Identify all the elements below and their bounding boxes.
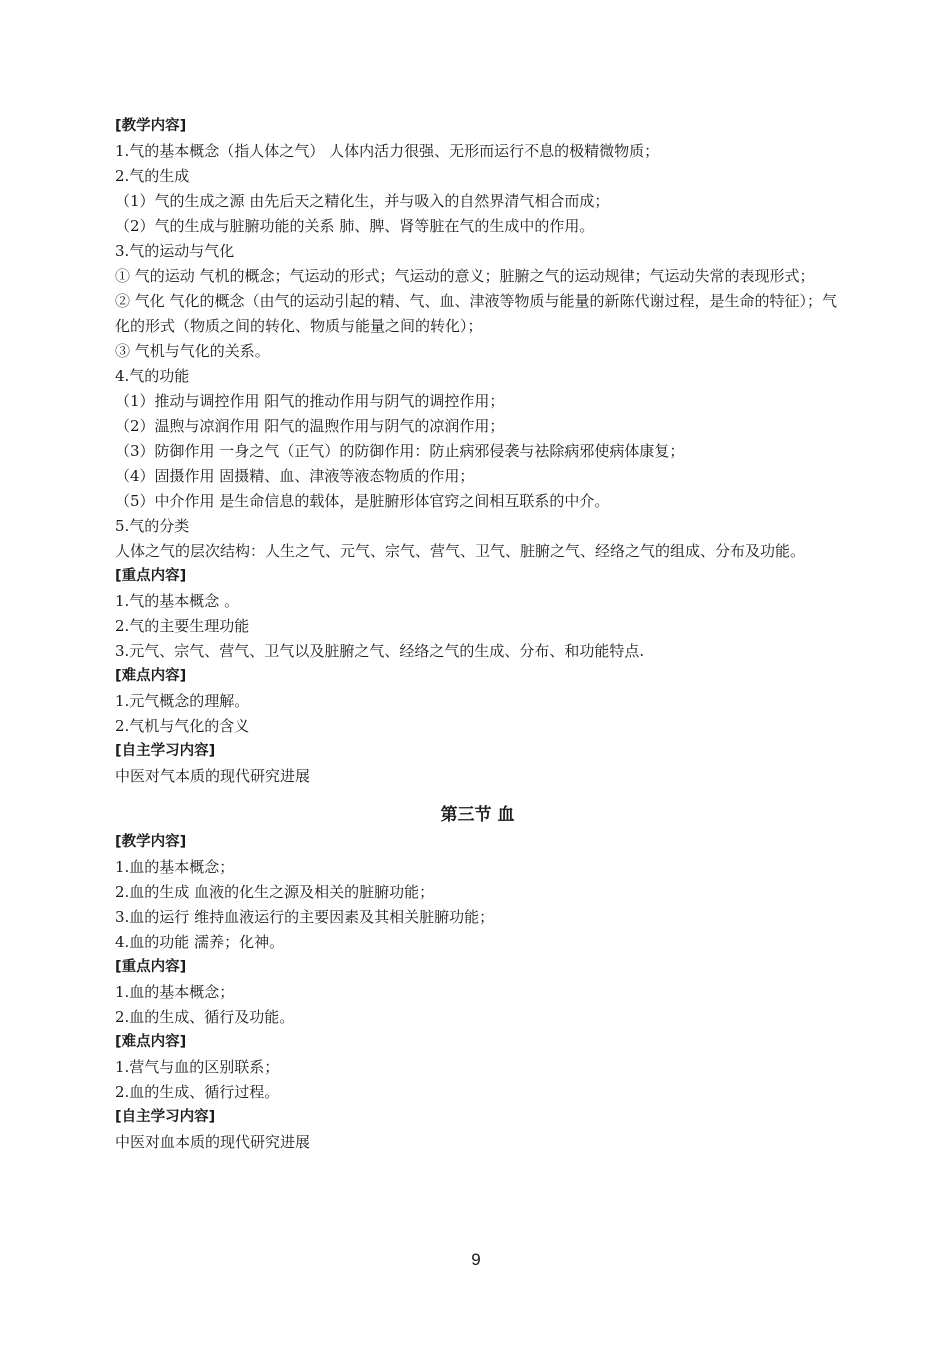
page-number: 9 bbox=[471, 1250, 481, 1269]
text-line: 1.血的基本概念； bbox=[115, 983, 235, 1001]
text-line: 人体之气的层次结构：人生之气、元气、宗气、营气、卫气、脏腑之气、经络之气的组成、分布及功能。 bbox=[115, 542, 806, 560]
text-line: 2.血的生成、循行过程。 bbox=[115, 1083, 280, 1101]
text-line: （2）气的生成与脏腑功能的关系 肺、脾、肾等脏在气的生成中的作用。 bbox=[115, 217, 595, 235]
text-line: ① 气的运动 气机的概念；气运动的形式；气运动的意义；脏腑之气的运动规律；气运动失常的表现形式； bbox=[115, 267, 815, 285]
text-line: 1.营气与血的区别联系； bbox=[115, 1058, 280, 1076]
text-line: （2）温煦与凉润作用 阳气的温煦作用与阴气的凉润作用； bbox=[115, 417, 505, 435]
text-line: 3.血的运行 维持血液运行的主要因素及其相关脏腑功能； bbox=[115, 908, 495, 926]
text-line: 中医对血本质的现代研究进展 bbox=[115, 1133, 311, 1151]
text-line: 1.元气概念的理解。 bbox=[115, 692, 250, 710]
section-blood bbox=[115, 830, 840, 1155]
subsection-heading: [难点内容] bbox=[115, 1034, 187, 1050]
section-title: 第三节 血 bbox=[440, 805, 515, 825]
text-line: 3.气的运动与气化 bbox=[115, 242, 235, 260]
text-line: 2.气的主要生理功能 bbox=[115, 617, 250, 635]
text-line: 2.血的生成 血液的化生之源及相关的脏腑功能； bbox=[115, 883, 435, 901]
text-line: （4）固摄作用 固摄精、血、津液等液态物质的作用； bbox=[115, 467, 475, 485]
text-line: 5.气的分类 bbox=[115, 517, 190, 535]
subsection-heading: [重点内容] bbox=[115, 568, 187, 584]
page-content bbox=[115, 114, 840, 1155]
text-line: 1.血的基本概念； bbox=[115, 858, 235, 876]
subsection-heading: [自主学习内容] bbox=[115, 1109, 216, 1125]
text-line: （3）防御作用 一身之气（正气）的防御作用：防止病邪侵袭与祛除病邪使病体康复； bbox=[115, 442, 685, 460]
text-line: 4.气的功能 bbox=[115, 367, 190, 385]
text-line: 4.血的功能 濡养；化神。 bbox=[115, 933, 285, 951]
text-line: 3.元气、宗气、营气、卫气以及脏腑之气、经络之气的生成、分布、和功能特点. bbox=[115, 642, 645, 660]
subsection-heading: [重点内容] bbox=[115, 959, 187, 975]
text-line: 1.气的基本概念 。 bbox=[115, 592, 240, 610]
text-line: 1.气的基本概念（指人体之气） 人体内活力很强、无形而运行不息的极精微物质； bbox=[115, 142, 660, 160]
text-line: ② 气化 气化的概念（由气的运动引起的精、气、血、津液等物质与能量的新陈代谢过程，是生命的特征）；气化的形式（物质之间的转化、物质与能量之间的转化）； bbox=[115, 292, 838, 335]
text-line: 2.血的生成、循行及功能。 bbox=[115, 1008, 295, 1026]
text-line: （1）气的生成之源 由先后天之精化生，并与吸入的自然界清气相合而成； bbox=[115, 192, 610, 210]
subsection-heading: [自主学习内容] bbox=[115, 743, 216, 759]
subsection-heading: [难点内容] bbox=[115, 668, 187, 684]
text-line: 中医对气本质的现代研究进展 bbox=[115, 767, 311, 785]
text-line: ③ 气机与气化的关系。 bbox=[115, 342, 270, 360]
subsection-heading: [教学内容] bbox=[115, 118, 187, 134]
subsection-heading: [教学内容] bbox=[115, 834, 187, 850]
text-line: 2.气机与气化的含义 bbox=[115, 717, 250, 735]
text-line: 2.气的生成 bbox=[115, 167, 190, 185]
section-qi bbox=[115, 114, 840, 789]
text-line: （1）推动与调控作用 阳气的推动作用与阴气的调控作用； bbox=[115, 392, 505, 410]
text-line: （5）中介作用 是生命信息的载体，是脏腑形体官窍之间相互联系的中介。 bbox=[115, 492, 610, 510]
